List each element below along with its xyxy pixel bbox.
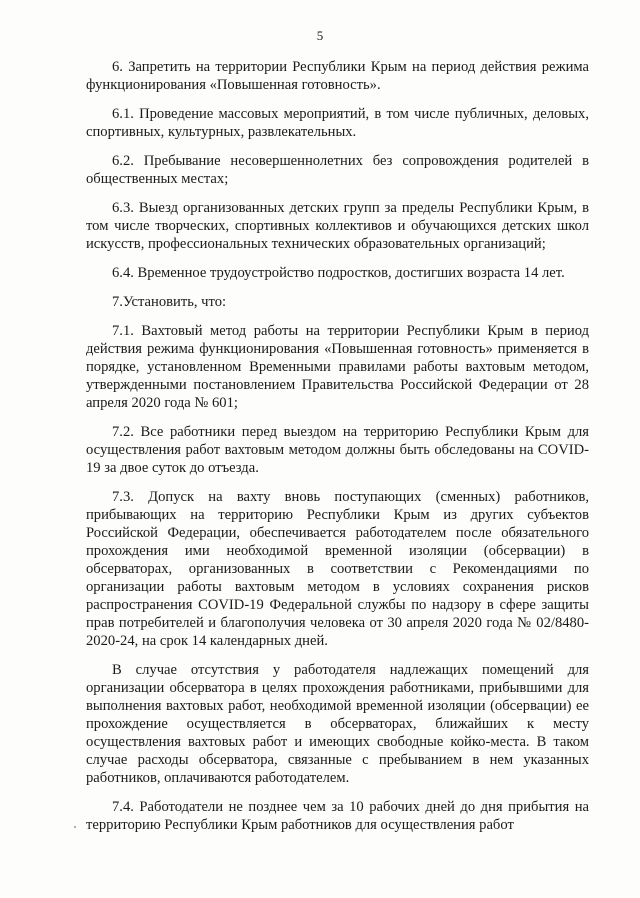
paragraph-6-3: 6.3. Выезд организованных детских групп за пределы Республики Крым, в том числе творческих, спортивных коллективов и обучающихся детских школ искусств, профессиональных технических образовательных организаций; xyxy=(86,200,589,252)
paragraph-6-2: 6.2. Пребывание несовершеннолетних без сопровождения родителей в общественных местах; xyxy=(86,153,589,187)
paragraph-7: 7.Установить, что: xyxy=(112,294,227,310)
paragraph-7-1: 7.1. Вахтовый метод работы на территории Республики Крым в период действия режима функционирования «Повышенная готовность» применяется в порядке, установленном Временными правилами работы вахтовым методом, утвержденными постановлением Правительства Российской Федерации от 28 апреля 2020 года № 601; xyxy=(86,323,589,411)
paragraph-observator-case: В случае отсутствия у работодателя надлежащих помещений для организации обсерватора в целях прохождения работниками, прибывшими для выполнения вахтовых работ, необходимой временной изоляции (обсервации) ее прохождение осуществляется в обсерваторах, ближайших к месту осуществления вахтовых работ и имеющих свободные койко-места. В таком случае расходы обсерватора, связанные с пребыванием в нем указанных работников, оплачиваются работодателем. xyxy=(86,662,589,786)
paragraph-6-4: 6.4. Временное трудоустройство подростков, достигших возраста 14 лет. xyxy=(112,265,565,281)
paragraph-7-2: 7.2. Все работники перед выездом на территорию Республики Крым для осуществления работ вахтовым методом должны быть обследованы на COVID-19 за двое суток до отъезда. xyxy=(86,424,589,476)
document-body xyxy=(86,58,589,834)
scan-artifact xyxy=(74,826,76,828)
paragraph-6-1: 6.1. Проведение массовых мероприятий, в том числе публичных, деловых, спортивных, культурных, развлекательных. xyxy=(86,106,589,140)
paragraph-7-4: 7.4. Работодатели не позднее чем за 10 рабочих дней до дня прибытия на территорию Республики Крым работников для осуществления работ xyxy=(86,799,589,833)
paragraph-6: 6. Запретить на территории Республики Крым на период действия режима функционирования «Повышенная готовность». xyxy=(86,59,589,93)
page-number: 5 xyxy=(316,28,324,43)
paragraph-7-3: 7.3. Допуск на вахту вновь поступающих (сменных) работников, прибывающих на территорию Республики Крым из других субъектов Российской Федерации, обеспечивается работодателем после обязательного прохождения ими необходимой временной изоляции (обсервации) в обсерваторах, организованных в соответствии с Рекомендациями по организации работы вахтовым методом в условиях сохранения рисков распространения COVID-19 Федеральной службы по надзору в сфере защиты прав потребителей и благополучия человека от 30 апреля 2020 года № 02/8480-2020-24, на срок 14 календарных дней. xyxy=(86,489,589,649)
